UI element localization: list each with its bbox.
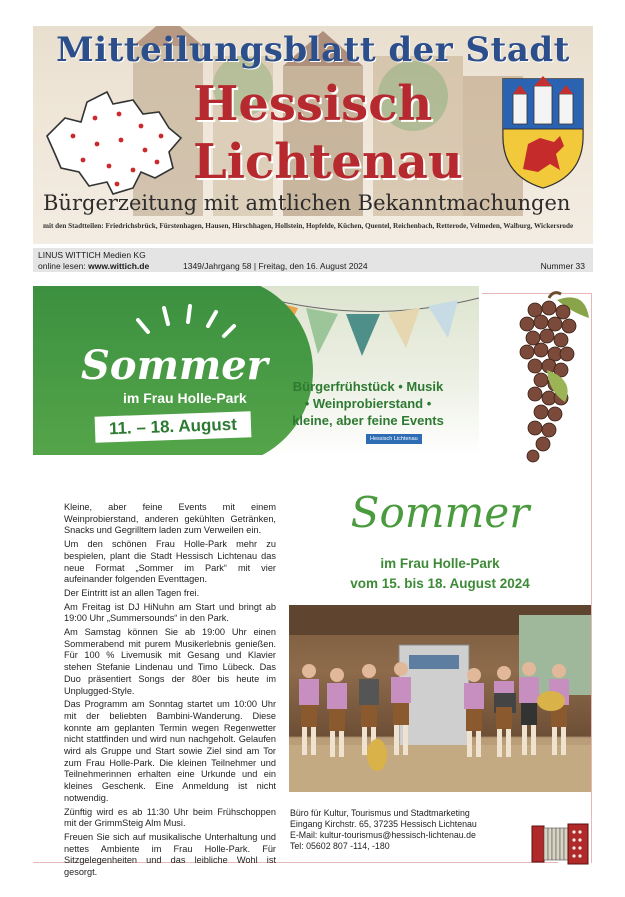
masthead-title-lichtenau: Lichtenau xyxy=(193,134,463,190)
banner-sommer-title: Sommer xyxy=(81,342,268,389)
masthead-subtitle: Bürgerzeitung mit amtlichen Bekanntmachungen xyxy=(43,191,571,215)
coat-of-arms-icon xyxy=(498,74,588,192)
online-read-line xyxy=(38,261,149,271)
contact-block xyxy=(290,808,530,852)
online-url-link[interactable]: www.wittich.de xyxy=(88,261,150,271)
banner-park-subtitle: im Frau Holle-Park xyxy=(123,390,247,406)
publisher-name: LINUS WITTICH Medien KG xyxy=(38,250,146,260)
issue-info: 1349/Jahrgang 58 | Freitag, den 16. August 2024 xyxy=(183,261,368,271)
article-paragraph: Freuen Sie sich auf musikalische Unterhaltung und nettes Ambiente im Frau Holle-Park. Für Sitzgelegenheiten und das leibliche Wohl ist gesorgt. xyxy=(64,831,276,878)
sun-rays-icon xyxy=(128,302,238,342)
masthead-title-top: Mitteilungsblatt der Stadt xyxy=(56,30,570,70)
contact-office: Büro für Kultur, Tourismus und Stadtmarketing xyxy=(290,808,470,818)
article-paragraph: Zünftig wird es ab 11:30 Uhr beim Frühschoppen mit der GrimmSteig Alm Musi. xyxy=(64,806,276,829)
district-map-icon xyxy=(37,74,187,199)
article-paragraph: Das Programm am Sonntag startet um 10:00 Uhr mit der beliebten Bambini-Wanderung. Diese konnte am geplanten Termin wegen Regenwetter nicht stattfinden und wird nun nachgeholt. Gelaufen wird als Gruppe und Start sowie Ziel sind am Tor zum Frau Holle-Park. Die kleinen Teilnehmer und Teilnehmerinnen erhalten eine Urkunde und ein kleines Geschenk. Eine Anmeldung ist nicht notwendig. xyxy=(64,699,276,803)
contact-phone: Tel: 05602 807 -114, -180 xyxy=(290,840,390,851)
banner-town-logo: Hessisch Lichtenau xyxy=(366,434,422,444)
feature-dates: vom 15. bis 18. August 2024 xyxy=(350,576,530,591)
contact-address: Eingang Kirchstr. 65, 37235 Hessisch Lichtenau xyxy=(290,818,477,829)
masthead-title-hessisch: Hessisch xyxy=(193,76,433,132)
article-paragraph: Der Eintritt ist an allen Tagen frei. xyxy=(64,587,200,598)
contact-email[interactable]: E-Mail: kultur-tourismus@hessisch-lichtenau.de xyxy=(290,829,476,840)
feature-park-subtitle: im Frau Holle-Park xyxy=(380,556,500,571)
article-paragraph: Am Freitag ist DJ HiNuhn am Start und bringt ab 19:00 Uhr „Summersounds“ in den Park. xyxy=(64,601,276,624)
banner-events-line1: Bürgerfrühstück • Musik xyxy=(292,379,444,394)
banner-events-line3: kleine, aber feine Events xyxy=(292,413,444,428)
feature-sommer-title: Sommer xyxy=(350,488,530,537)
event-banner xyxy=(33,286,479,455)
article-paragraph: Kleine, aber feine Events mit einem Weinprobierstand, anderen gekühlten Getränken, Snacks und Gegrilltem laden zum Verweilen ein. xyxy=(64,502,276,536)
banner-events-line2: • Weinprobierstand • xyxy=(304,396,432,411)
band-photo-illustration xyxy=(289,605,591,792)
article-paragraph: Am Samstag können Sie ab 19:00 Uhr einen Sommerabend mit purem Musikerlebnis genießen. Für 100 % Livemusik mit Gesang und Klavier stehen Stefanie Lindenau und Timo Lübeck. Das Duo präsentiert Songs der 80er bis heute im Unplugged-Style. xyxy=(64,627,276,696)
online-prefix: online lesen: xyxy=(38,261,86,271)
accordion-icon xyxy=(530,820,592,868)
masthead xyxy=(33,26,593,244)
masthead-districts: mit den Stadtteilen: Friedrichsbrück, Fürstenhagen, Hausen, Hirschhagen, Hollstein, Hopfelde, Küchen, Quentel, Reichenbach, Retterode, Velmeden, Walburg, Wickersrode xyxy=(43,222,574,230)
grapes-icon xyxy=(505,290,595,470)
article-text xyxy=(64,502,276,881)
info-bar xyxy=(33,248,593,272)
band-photo xyxy=(289,605,591,792)
banner-events xyxy=(263,378,473,429)
banner-dates: 11. – 18. August xyxy=(95,411,252,442)
issue-number: Nummer 33 xyxy=(540,261,585,271)
article-paragraph: Um den schönen Frau Holle-Park mehr zu bespielen, plant die Stadt Hessisch Lichtenau das neue Format „Sommer im Park“ mit vier aufeinander folgenden Eventtagen. xyxy=(64,539,276,585)
